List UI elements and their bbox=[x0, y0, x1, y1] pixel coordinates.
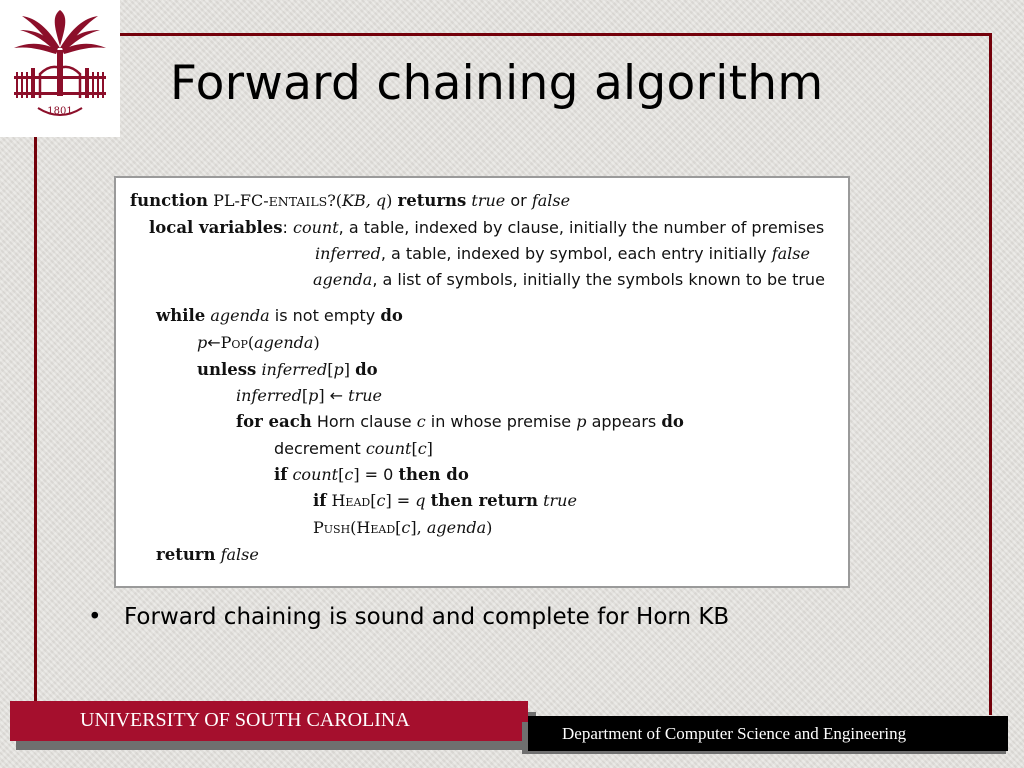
var-inferred: inferred bbox=[261, 360, 328, 379]
value-false: false bbox=[531, 191, 571, 210]
algo-line-return bbox=[156, 545, 259, 565]
agenda-description: , a list of symbols, initially the symbols known to be true bbox=[372, 270, 825, 289]
bullet-item bbox=[88, 604, 729, 630]
function-name-open: ?( bbox=[327, 191, 343, 210]
appears-text: appears bbox=[591, 412, 657, 431]
palmetto-tree-logo-icon bbox=[8, 8, 112, 124]
arg-agenda: agenda bbox=[426, 518, 487, 537]
var-count: count bbox=[292, 465, 339, 484]
var-c: c bbox=[401, 518, 411, 537]
value-true: true bbox=[348, 386, 383, 405]
bracket-open: [ bbox=[327, 360, 334, 379]
function-close: ) bbox=[386, 191, 393, 210]
bracket-close: ] bbox=[343, 360, 351, 379]
function-head: Head bbox=[356, 518, 396, 537]
slide-title: Forward chaining algorithm bbox=[170, 56, 824, 111]
bracket-open: [ bbox=[370, 491, 377, 510]
function-name-smallcaps: ENTAILS bbox=[268, 194, 328, 209]
bracket-close: ] bbox=[353, 465, 360, 484]
frame-top-line bbox=[34, 33, 992, 36]
keyword-do: do bbox=[355, 360, 378, 379]
bracket-close: ], bbox=[410, 518, 422, 537]
algo-line-local-count bbox=[149, 218, 824, 238]
paren-open: ( bbox=[247, 333, 255, 352]
var-p: p bbox=[333, 360, 344, 379]
var-count: count bbox=[293, 218, 339, 237]
var-c: c bbox=[416, 412, 426, 431]
keyword-if: if bbox=[274, 465, 288, 484]
equals-zero: = 0 bbox=[364, 465, 394, 484]
function-args: KB, q bbox=[342, 191, 387, 210]
var-count: count bbox=[365, 439, 412, 458]
algorithm-box bbox=[114, 176, 850, 588]
inferred-description: , a table, indexed by symbol, each entry initially bbox=[380, 244, 767, 263]
var-inferred: inferred bbox=[236, 386, 302, 405]
bullet-text: Forward chaining is sound and complete for Horn KB bbox=[124, 604, 730, 630]
assign-arrow: ← bbox=[207, 333, 221, 352]
bracket-close: ] bbox=[426, 439, 433, 458]
var-p: p bbox=[308, 386, 319, 405]
bracket-close: ] bbox=[318, 386, 325, 405]
keyword-local-variables: local variables bbox=[149, 218, 283, 237]
algo-line-local-inferred bbox=[315, 244, 810, 264]
var-c: c bbox=[417, 439, 427, 458]
keyword-do: do bbox=[661, 412, 684, 431]
paren-open: ( bbox=[350, 518, 357, 537]
function-pop bbox=[221, 333, 320, 352]
count-description: , a table, indexed by clause, initially the number of premises bbox=[338, 218, 825, 237]
premise-text: in whose premise bbox=[430, 412, 572, 431]
keyword-do: do bbox=[380, 306, 403, 325]
algo-line-if-head bbox=[313, 491, 577, 511]
algo-line-unless bbox=[197, 360, 378, 380]
var-c: c bbox=[376, 491, 386, 510]
value-true: true bbox=[471, 191, 506, 210]
keyword-then-do: then do bbox=[398, 465, 469, 484]
var-p: p bbox=[197, 333, 208, 352]
pop-name: Pop bbox=[220, 333, 248, 352]
keyword-while: while bbox=[156, 306, 206, 325]
algo-line-pop bbox=[197, 333, 320, 353]
keyword-function: function bbox=[130, 191, 209, 210]
function-name-prefix: PL-FC- bbox=[213, 191, 269, 210]
bracket-open: [ bbox=[338, 465, 345, 484]
assign-arrow: ← bbox=[329, 386, 344, 405]
bracket-open: [ bbox=[411, 439, 418, 458]
var-p: p bbox=[576, 412, 587, 431]
value-false: false bbox=[220, 545, 259, 564]
logo-year: 1801 bbox=[47, 106, 73, 117]
paren-close: ) bbox=[486, 518, 493, 537]
word-or: or bbox=[510, 191, 527, 210]
paren-close: ) bbox=[313, 333, 320, 352]
algo-line-push bbox=[313, 518, 492, 538]
bracket-close: ] bbox=[385, 491, 392, 510]
function-push: Push bbox=[313, 518, 351, 537]
keyword-if: if bbox=[313, 491, 327, 510]
function-head: Head bbox=[331, 491, 371, 510]
algo-line-decrement bbox=[274, 439, 433, 459]
footer-university: UNIVERSITY OF SOUTH CAROLINA bbox=[10, 701, 528, 741]
keyword-for-each: for each bbox=[236, 412, 312, 431]
value-true: true bbox=[543, 491, 577, 510]
bracket-open: [ bbox=[395, 518, 402, 537]
horn-clause-text: Horn clause bbox=[316, 412, 412, 431]
footer-department: Department of Computer Science and Engineering bbox=[528, 716, 1008, 751]
logo bbox=[0, 0, 120, 137]
var-q: q bbox=[415, 491, 426, 510]
keyword-return: return bbox=[156, 545, 216, 564]
arg-agenda: agenda bbox=[254, 333, 314, 352]
algo-line-local-agenda bbox=[313, 270, 825, 290]
keyword-unless: unless bbox=[197, 360, 257, 379]
algo-line-while bbox=[156, 306, 403, 326]
equals-sign: = bbox=[396, 491, 411, 510]
value-false: false bbox=[771, 244, 810, 263]
algo-line-function bbox=[130, 191, 570, 212]
decrement-text: decrement bbox=[274, 439, 361, 458]
colon: : bbox=[282, 218, 288, 237]
var-agenda: agenda bbox=[210, 306, 270, 325]
algo-line-for-each bbox=[236, 412, 684, 432]
function-name bbox=[213, 191, 392, 210]
frame-right-line bbox=[989, 33, 992, 715]
keyword-returns: returns bbox=[397, 191, 467, 210]
var-inferred: inferred bbox=[315, 244, 381, 263]
var-agenda: agenda bbox=[313, 270, 373, 289]
algo-line-set-inferred bbox=[236, 386, 382, 406]
bracket-open: [ bbox=[301, 386, 309, 405]
var-c: c bbox=[344, 465, 354, 484]
algo-line-if-count bbox=[274, 465, 469, 485]
keyword-then-return: then return bbox=[430, 491, 538, 510]
bullet-dot-icon: • bbox=[88, 604, 102, 630]
while-condition: is not empty bbox=[274, 306, 376, 325]
